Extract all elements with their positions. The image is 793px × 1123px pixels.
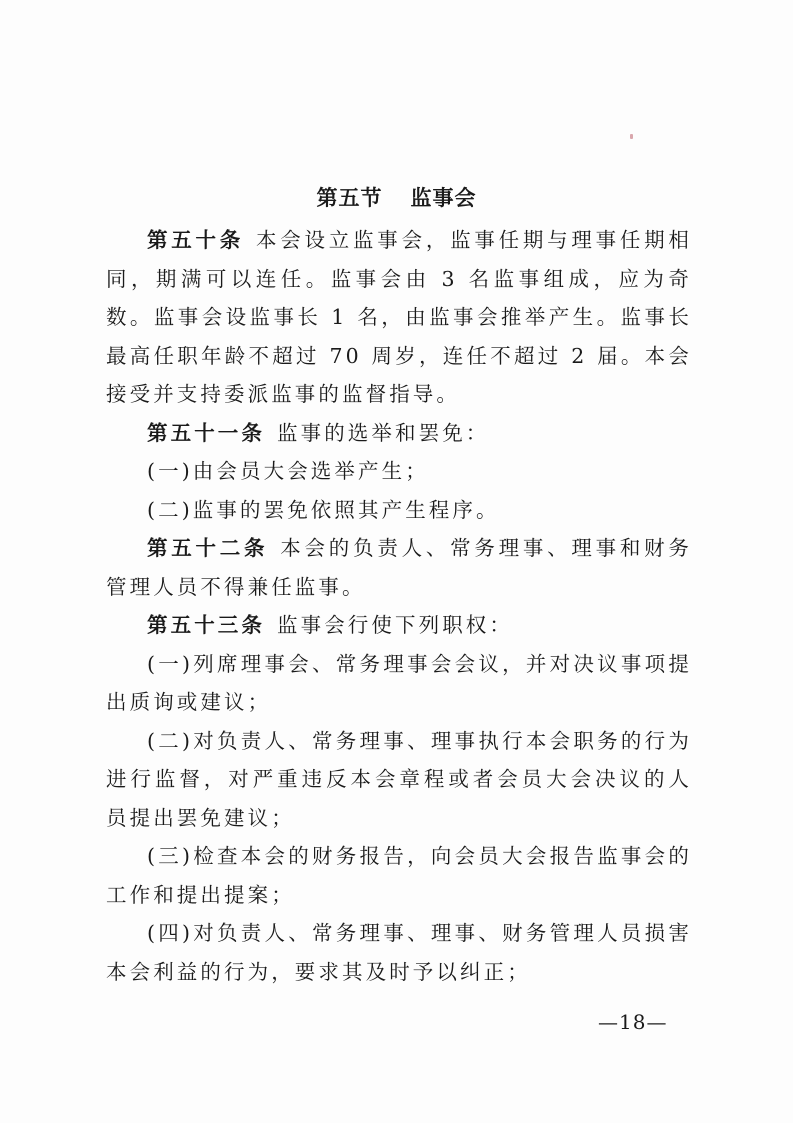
list-item-text: (四)对负责人、常务理事、理事、财务管理人员损害本会利益的行为，要求其及时予以纠正； [106,921,692,984]
paragraph [106,722,692,838]
article-text: 本会的负责人、常务理事、理事和财务管理人员不得兼任监事。 [106,536,693,599]
paragraph [106,452,692,491]
list-item-text: (一)列席理事会、常务理事会会议，并对决议事项提出质询或建议； [106,651,692,714]
paragraph [106,491,692,530]
article-label: 第五十三条 [147,613,265,637]
section-number: 第五节 [316,186,383,210]
paragraph [106,645,692,722]
paragraph [106,606,692,645]
article-label: 第五十条 [147,228,245,252]
section-title: 监事会 [410,186,477,210]
article-label: 第五十二条 [147,536,269,560]
paragraph [106,914,692,991]
list-item-text: (二)对负责人、常务理事、理事执行本会职务的行为进行监督，对严重违反本会章程或者会员大会决议的人员提出罢免建议； [106,728,692,830]
section-heading [0,182,793,212]
body-text [106,221,692,991]
article-text: 本会设立监事会，监事任期与理事任期相同，期满可以连任。监事会由 3 名监事组成，应为奇数。监事会设监事长 1 名，由监事会推举产生。监事长最高任职年龄不超过 70 周岁，连任不超过 2 届。本会接受并支持委派监事的监督指导。 [106,228,692,406]
paragraph [106,414,692,453]
scan-speck [630,134,633,139]
list-item-text: (三)检查本会的财务报告，向会员大会报告监事会的工作和提出提案； [106,844,692,907]
article-text: 监事会行使下列职权： [277,613,513,637]
paragraph [106,221,692,414]
list-item-text: (一)由会员大会选举产生； [147,459,429,483]
article-label: 第五十一条 [147,420,265,445]
page-number: —18— [598,1010,668,1034]
article-text: 监事的选举和罢免： [277,420,490,445]
paragraph [106,529,692,606]
list-item-text: (二)监事的罢免依照其产生程序。 [147,497,500,522]
paragraph [106,837,692,914]
